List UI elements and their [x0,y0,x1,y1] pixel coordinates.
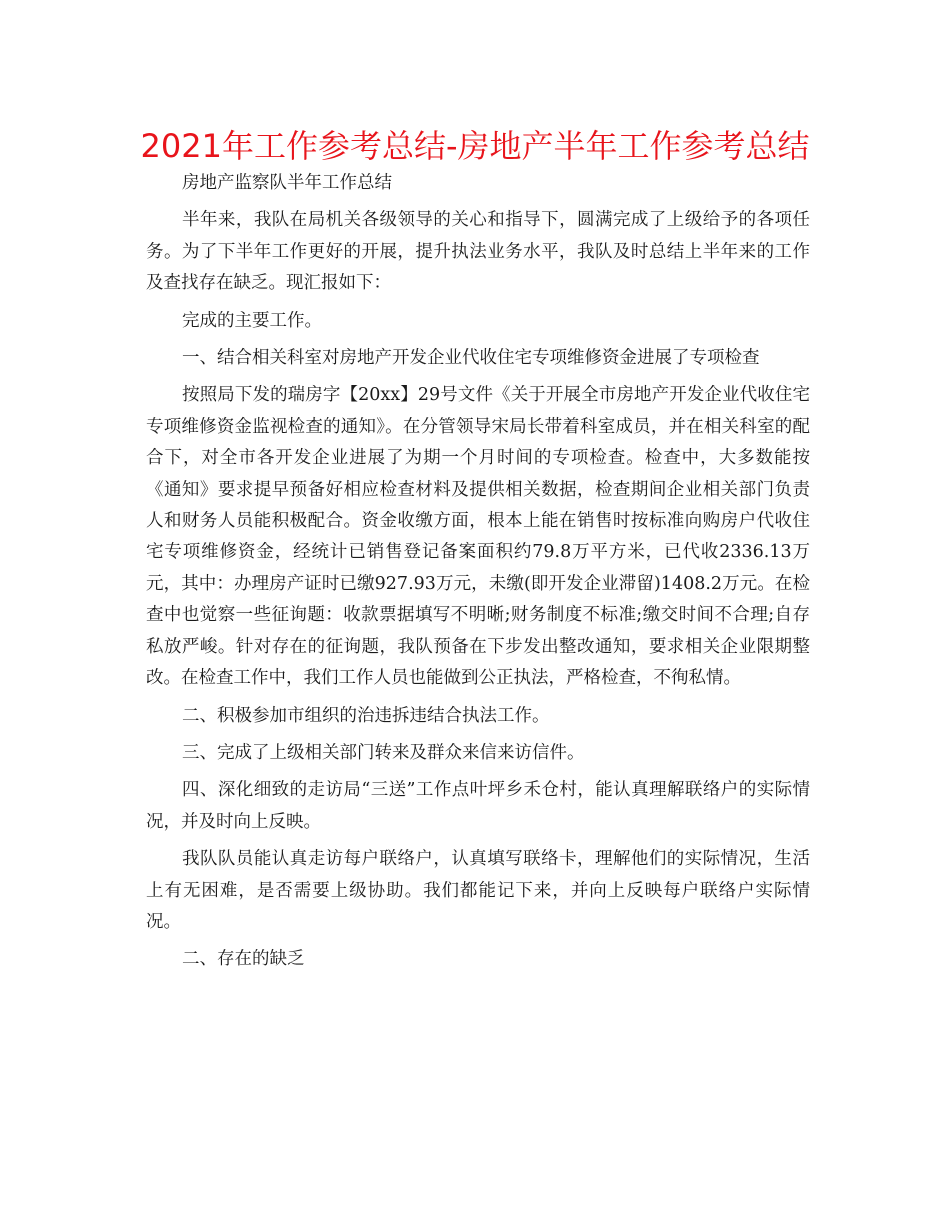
document-body [146,168,810,982]
section-heading-shortcomings: 二、存在的缺乏 [182,949,305,970]
item-heading-1: 一、结合相关科室对房地产开发企业代收住宅专项维修资金进展了专项检查 [182,348,760,369]
item-body-1: 按照局下发的瑞房字【20xx】29号文件《关于开展全市房地产开发企业代收住宅专项维修资金监视检查的通知》。在分管领导宋局长带着科室成员，并在相关科室的配合下，对全市各开发企业进展了为期一个月时间的专项检查。检查中，大多数能按《通知》要求提早预备好相应检查材料及提供相关数据，检查期间企业相关部门负责人和财务人员能积极配合。资金收缴方面，根本上能在销售时按标准向购房户代收住宅专项维修资金，经统计已销售登记备案面积约79.8万平方米，已代收2336.13万元，其中：办理房产证时已缴927.93万元，未缴(即开发企业滞留)1408.2万元。在检查中也觉察一些征询题：收款票据填写不明晰;财务制度不标准;缴交时间不合理;自存私放严峻。针对存在的征询题，我队预备在下步发出整改通知，要求相关企业限期整改。在检查工作中，我们工作人员也能做到公正执法，严格检查，不徇私情。 [146,385,810,689]
document-title: 2021年工作参考总结-房地产半年工作参考总结 [140,127,810,165]
section-heading-main-work: 完成的主要工作。 [182,310,322,331]
item-heading-2: 二、积极参加市组织的治违拆违结合执法工作。 [182,705,550,726]
item-body-4: 我队队员能认真走访每户联络户，认真填写联络卡，理解他们的实际情况，生活上有无困难，是否需要上级协助。我们都能记下来，并向上反映每户联络户实际情况。 [146,849,810,932]
subtitle-paragraph: 房地产监察队半年工作总结 [182,173,392,193]
item-heading-3: 三、完成了上级相关部门转来及群众来信来访信件。 [182,742,585,763]
item-heading-4: 四、深化细致的走访局“三送”工作点叶坪乡禾仓村，能认真理解联络户的实际情况，并及时向上反映。 [146,780,810,832]
intro-paragraph: 半年来，我队在局机关各级领导的关心和指导下，圆满完成了上级给予的各项任务。为了下半年工作更好的开展，提升执法业务水平，我队及时总结上半年来的工作及查找存在缺乏。现汇报如下： [146,210,810,294]
